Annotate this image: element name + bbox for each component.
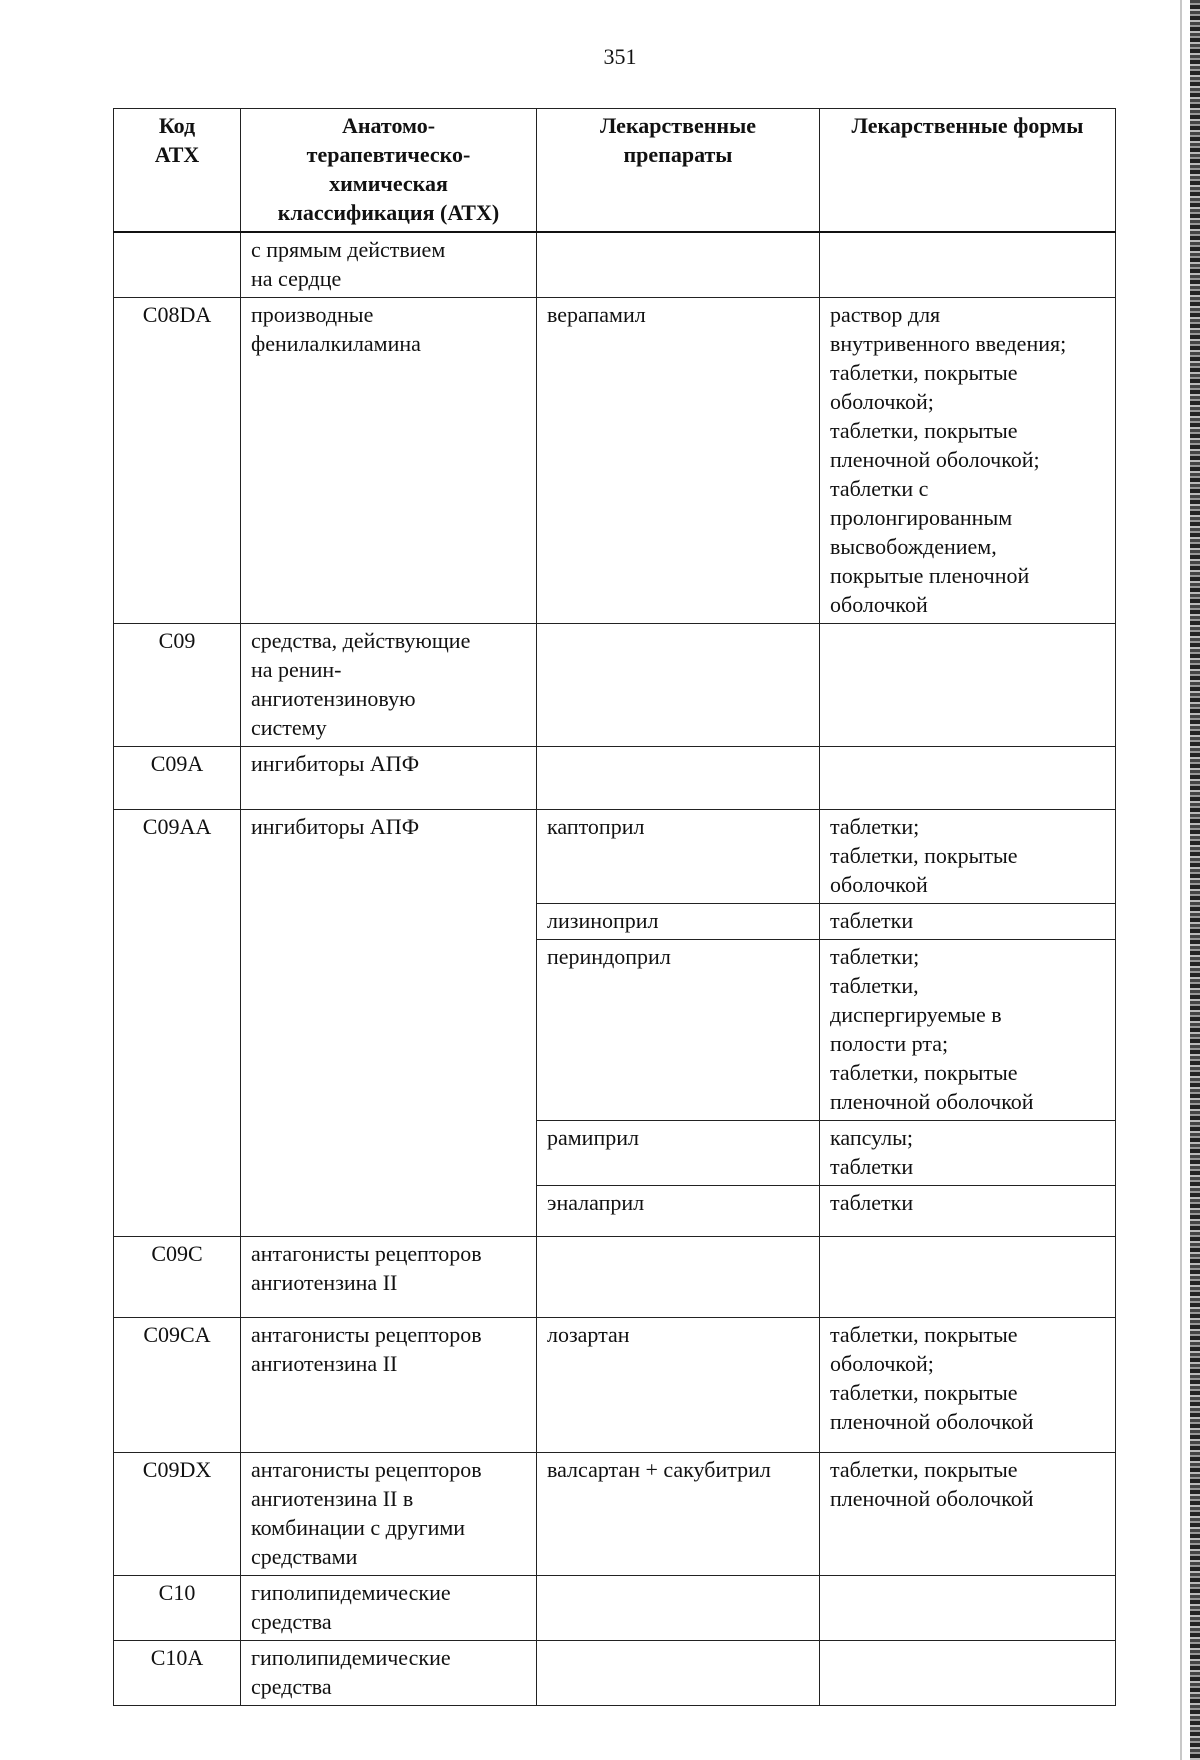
forms-cell: раствор для внутривенного введения; таблетки, покрытые оболочкой; таблетки, покрытые пленочной оболочкой; таблетки с пролонгированным высвобождением, покрытые пленочной оболочкой	[820, 298, 1116, 624]
table-header-row	[114, 109, 1116, 233]
code-cell: C09CA	[114, 1318, 241, 1453]
forms-cell	[820, 232, 1116, 298]
code-cell: C09C	[114, 1237, 241, 1318]
atc-class-cell: производные фенилалкиламина	[241, 298, 537, 624]
forms-cell	[820, 747, 1116, 810]
atc-class-cell: гиполипидемические средства	[241, 1641, 537, 1706]
drugs-cell: периндоприл	[537, 940, 820, 1121]
drugs-cell	[537, 747, 820, 810]
code-cell: C09A	[114, 747, 241, 810]
drugs-cell: лизиноприл	[537, 904, 820, 940]
drugs-cell	[537, 232, 820, 298]
atc-class-cell: средства, действующие на ренин- ангиотензиновую систему	[241, 624, 537, 747]
drugs-cell	[537, 1576, 820, 1641]
drugs-cell: лозартан	[537, 1318, 820, 1453]
code-cell	[114, 232, 241, 298]
table-row	[114, 1318, 1116, 1453]
forms-cell	[820, 624, 1116, 747]
table-row	[114, 624, 1116, 747]
atc-class-cell: антагонисты рецепторов ангиотензина II	[241, 1318, 537, 1453]
table-row	[114, 298, 1116, 624]
table-row	[114, 747, 1116, 810]
forms-cell	[820, 1576, 1116, 1641]
drugs-cell: эналаприл	[537, 1186, 820, 1237]
code-cell: C10A	[114, 1641, 241, 1706]
forms-cell: таблетки	[820, 1186, 1116, 1237]
scan-edge-line	[1180, 0, 1182, 1760]
header-code: Код АТХ	[114, 109, 241, 233]
table-row	[114, 1453, 1116, 1576]
atc-class-cell: антагонисты рецепторов ангиотензина II	[241, 1237, 537, 1318]
atc-class-cell: ингибиторы АПФ	[241, 747, 537, 810]
forms-cell: капсулы; таблетки	[820, 1121, 1116, 1186]
header-forms: Лекарственные формы	[820, 109, 1116, 233]
drugs-cell: рамиприл	[537, 1121, 820, 1186]
header-drugs: Лекарственные препараты	[537, 109, 820, 233]
code-cell: C09AA	[114, 810, 241, 1237]
forms-cell	[820, 1237, 1116, 1318]
atc-class-cell: с прямым действием на сердце	[241, 232, 537, 298]
code-cell: C09	[114, 624, 241, 747]
drugs-cell: верапамил	[537, 298, 820, 624]
table-row	[114, 810, 1116, 904]
forms-cell: таблетки; таблетки, диспергируемые в полости рта; таблетки, покрытые пленочной оболочкой	[820, 940, 1116, 1121]
drugs-cell	[537, 1641, 820, 1706]
table-row	[114, 1641, 1116, 1706]
table-row	[114, 1576, 1116, 1641]
drugs-cell	[537, 1237, 820, 1318]
atc-class-cell: антагонисты рецепторов ангиотензина II в комбинации с другими средствами	[241, 1453, 537, 1576]
table-row	[114, 1237, 1116, 1318]
forms-cell	[820, 1641, 1116, 1706]
table-row	[114, 232, 1116, 298]
forms-cell: таблетки; таблетки, покрытые оболочкой	[820, 810, 1116, 904]
forms-cell: таблетки, покрытые оболочкой; таблетки, покрытые пленочной оболочкой	[820, 1318, 1116, 1453]
code-cell: C08DA	[114, 298, 241, 624]
page-number: 351	[603, 44, 637, 69]
drugs-cell: каптоприл	[537, 810, 820, 904]
code-cell: C10	[114, 1576, 241, 1641]
atc-table	[113, 108, 1116, 1706]
atc-class-cell: ингибиторы АПФ	[241, 810, 537, 1237]
atc-class-cell: гиполипидемические средства	[241, 1576, 537, 1641]
forms-cell: таблетки	[820, 904, 1116, 940]
drugs-cell	[537, 624, 820, 747]
code-cell: C09DX	[114, 1453, 241, 1576]
scan-edge	[1190, 0, 1200, 1760]
header-atc-class: Анатомо- терапевтическо- химическая классификация (АТХ)	[241, 109, 537, 233]
forms-cell: таблетки, покрытые пленочной оболочкой	[820, 1453, 1116, 1576]
drugs-cell: валсартан + сакубитрил	[537, 1453, 820, 1576]
